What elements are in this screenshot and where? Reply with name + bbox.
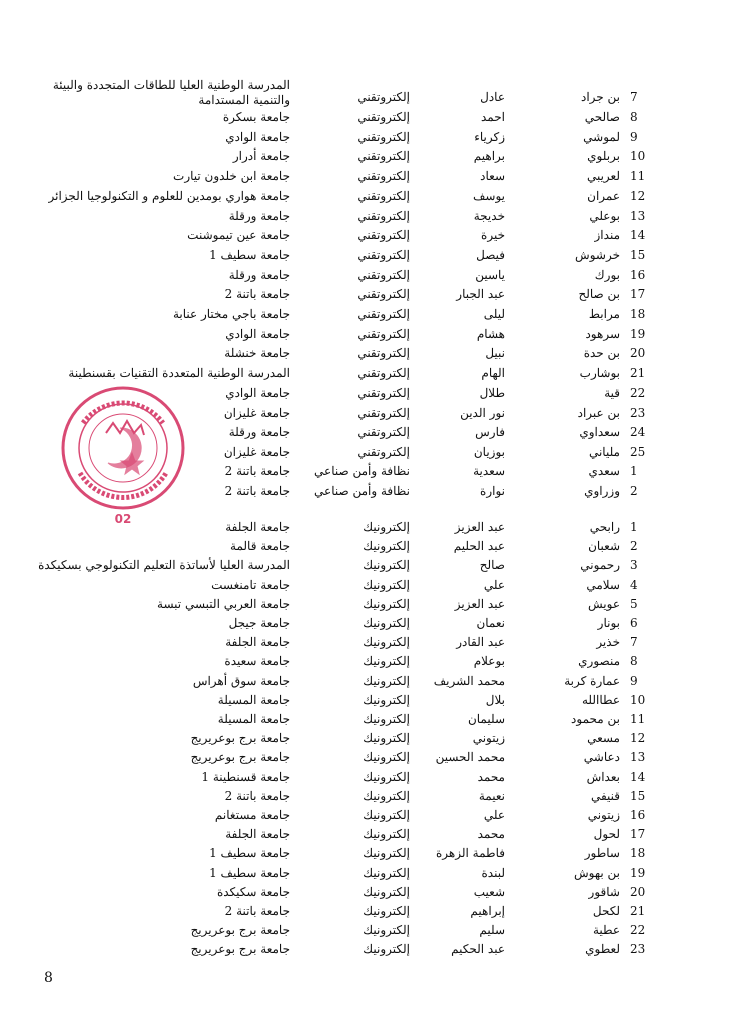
last-name: بوعلي: [589, 208, 620, 223]
list-item: [0, 128, 745, 146]
institution: جامعة سطيف 1: [209, 846, 290, 861]
institution: جامعة برج بوعريريج: [190, 731, 290, 746]
row-number: 8: [630, 654, 638, 669]
last-name: رابحي: [589, 520, 620, 534]
row-number: 9: [630, 673, 638, 688]
first-name: شعيب: [473, 884, 505, 899]
specialty: إلكتروتقني: [357, 90, 410, 104]
stamp-code: 02: [114, 512, 132, 526]
institution: جامعة برج بوعريريج: [190, 923, 290, 938]
row-number: 15: [630, 247, 646, 262]
first-name: عبد العزيز: [454, 596, 505, 611]
list-item: [0, 806, 745, 824]
first-name: ليلى: [483, 307, 505, 321]
row-number: 18: [630, 307, 646, 321]
last-name: بن صالح: [578, 287, 620, 302]
list-item: [0, 729, 745, 747]
first-name: فيصل: [476, 247, 505, 262]
first-name: سعدية: [473, 464, 505, 478]
specialty: إلكتروتقني: [357, 425, 410, 440]
first-name: خديجة: [473, 208, 505, 223]
page-number: 8: [44, 970, 53, 986]
institution: جامعة العربي التبسي تبسة: [157, 596, 290, 611]
row-number: 6: [630, 616, 638, 630]
specialty: إلكترونيك: [363, 769, 410, 784]
list-item: [0, 305, 745, 323]
first-name: طلال: [479, 385, 505, 400]
specialty: إلكترونيك: [363, 750, 410, 765]
first-name: زيتوني: [472, 731, 505, 746]
institution: جامعة سعيدة: [224, 654, 290, 669]
list-item: [0, 537, 745, 555]
row-number: 5: [630, 596, 638, 611]
last-name: عطية: [592, 923, 620, 938]
list-item: [0, 576, 745, 594]
last-name: مرابط: [588, 307, 620, 321]
specialty: إلكتروتقني: [357, 307, 410, 321]
list-item: [0, 768, 745, 786]
last-name: عمارة كربة: [564, 673, 620, 688]
first-name: صالح: [479, 558, 505, 573]
list-item: [0, 344, 745, 362]
institution: المدرسة الوطنية المتعددة التقنيات بقسنطينة: [68, 366, 290, 381]
row-number: 3: [630, 558, 638, 573]
institution: جامعة ورقلة: [228, 267, 290, 282]
first-name: براهيم: [473, 149, 505, 164]
first-name: سعاد: [480, 169, 505, 184]
last-name: لحول: [593, 827, 620, 842]
specialty: إلكترونيك: [363, 846, 410, 861]
last-name: بن حدة: [583, 346, 620, 361]
first-name: زكرياء: [474, 129, 505, 144]
list-item: [0, 672, 745, 690]
institution: جامعة عين تيموشنت: [187, 228, 290, 243]
last-name: سلامي: [586, 577, 620, 592]
row-number: 20: [630, 884, 646, 899]
list-item: [0, 207, 745, 225]
specialty: إلكترونيك: [363, 558, 410, 573]
specialty: إلكترونيك: [363, 539, 410, 554]
last-name: ملياني: [588, 444, 620, 459]
institution: جامعة ورقلة: [228, 208, 290, 223]
row-number: 2: [630, 483, 638, 498]
row-number: 15: [630, 788, 646, 803]
list-item: [0, 652, 745, 670]
specialty: إلكتروتقني: [357, 444, 410, 459]
specialty: إلكتروتقني: [357, 129, 410, 144]
institution: جامعة المسيلة: [217, 712, 290, 726]
institution: جامعة الجلفة: [225, 635, 290, 650]
specialty: إلكتروتقني: [357, 208, 410, 223]
last-name: لعطوي: [585, 942, 620, 957]
institution: جامعة غليزان: [223, 405, 290, 420]
specialty: إلكترونيك: [363, 654, 410, 669]
institution: جامعة سطيف 1: [209, 247, 290, 262]
specialty: إلكترونيك: [363, 884, 410, 899]
row-number: 2: [630, 539, 638, 554]
institution: جامعة الوادي: [225, 326, 290, 341]
row-number: 13: [630, 750, 646, 765]
list-item: [0, 108, 745, 126]
first-name: عادل: [480, 90, 505, 104]
institution: جامعة باتنة 2: [224, 287, 290, 302]
list-item: [0, 921, 745, 939]
row-number: 18: [630, 846, 646, 861]
specialty: إلكترونيك: [363, 827, 410, 842]
institution: جامعة الجلفة: [225, 827, 290, 842]
specialty: إلكترونيك: [363, 904, 410, 918]
specialty: إلكتروتقني: [357, 385, 410, 400]
institution: جامعة باتنة 2: [224, 904, 290, 918]
last-name: عويش: [588, 596, 620, 611]
last-name: صالحي: [584, 110, 620, 124]
specialty: إلكترونيك: [363, 673, 410, 688]
row-number: 23: [630, 405, 646, 420]
institution: جامعة الوادي: [225, 385, 290, 400]
first-name: محمد: [477, 827, 505, 842]
last-name: بوشارب: [579, 366, 620, 381]
last-name: لكحل: [592, 904, 620, 918]
row-number: 14: [630, 228, 646, 243]
specialty: إلكتروتقني: [357, 287, 410, 302]
row-number: 7: [630, 635, 638, 650]
list-item: [0, 633, 745, 651]
specialty: إلكترونيك: [363, 635, 410, 650]
specialty: إلكترونيك: [363, 520, 410, 534]
institution: جامعة سوق أهراس: [192, 673, 290, 688]
specialty: إلكترونيك: [363, 808, 410, 822]
specialty: إلكترونيك: [363, 788, 410, 803]
list-item: [0, 187, 745, 205]
list-item: [0, 78, 745, 112]
first-name: لبندة: [481, 865, 505, 880]
list-item: [0, 556, 745, 574]
row-number: 24: [630, 425, 646, 440]
first-name: نور الدين: [460, 405, 505, 420]
list-item: [0, 246, 745, 264]
institution: جامعة باتنة 2: [224, 464, 290, 478]
institution: المدرسة الوطنية العليا للطاقات المتجددة والبيئة والتنمية المستدامة: [52, 78, 290, 107]
specialty: إلكترونيك: [363, 577, 410, 592]
list-item: [0, 864, 745, 882]
row-number: 11: [630, 712, 646, 726]
specialty: إلكتروتقني: [357, 267, 410, 282]
first-name: نعيمة: [478, 788, 505, 803]
last-name: سعداوي: [579, 425, 620, 440]
last-name: لعريبي: [586, 169, 620, 184]
first-name: بوعلام: [473, 654, 505, 669]
row-number: 22: [630, 923, 646, 938]
institution: المدرسة العليا لأساتذة التعليم التكنولوجي بسكيكدة: [38, 558, 290, 573]
last-name: لموشي: [583, 129, 620, 144]
specialty: إلكترونيك: [363, 923, 410, 938]
institution: جامعة ابن خلدون تيارت: [173, 169, 290, 184]
institution: جامعة هواري بومدين للعلوم و التكنولوجيا الجزائر: [48, 188, 290, 203]
first-name: احمد: [481, 110, 505, 124]
row-number: 16: [630, 267, 646, 282]
list-item: [0, 595, 745, 613]
specialty: إلكتروتقني: [357, 228, 410, 243]
list-item: [0, 883, 745, 901]
row-number: 19: [630, 326, 646, 341]
institution: جامعة خنشلة: [224, 346, 290, 361]
row-number: 7: [630, 90, 638, 104]
specialty: إلكترونيك: [363, 731, 410, 746]
last-name: دعاشي: [583, 750, 620, 765]
last-name: رحموني: [580, 558, 620, 573]
last-name: بونار: [597, 616, 620, 630]
list-item: [0, 364, 745, 382]
row-number: 21: [630, 366, 646, 381]
institution: جامعة تامنغست: [211, 577, 290, 592]
specialty: إلكتروتقني: [357, 366, 410, 381]
list-item: [0, 902, 745, 920]
last-name: خذير: [596, 635, 620, 650]
institution: جامعة باتنة 2: [224, 788, 290, 803]
specialty: إلكترونيك: [363, 942, 410, 957]
specialty: إلكترونيك: [363, 692, 410, 707]
specialty: إلكتروتقني: [357, 247, 410, 262]
institution: جامعة ورقلة: [228, 425, 290, 440]
first-name: هشام: [476, 326, 505, 341]
list-item: [0, 710, 745, 728]
specialty: إلكترونيك: [363, 865, 410, 880]
row-number: 21: [630, 904, 646, 918]
official-stamp-icon: [58, 383, 188, 533]
last-name: بن عبراد: [577, 405, 620, 420]
last-name: قية: [604, 385, 620, 400]
first-name: نعمان: [476, 616, 505, 630]
last-name: زيتوني: [587, 808, 620, 822]
first-name: عبد الحليم: [453, 539, 505, 554]
list-item: [0, 614, 745, 632]
list-item: [0, 787, 745, 805]
specialty: إلكترونيك: [363, 596, 410, 611]
row-number: 17: [630, 287, 646, 302]
list-item: [0, 940, 745, 958]
row-number: 1: [630, 520, 638, 534]
last-name: بن محمود: [571, 712, 620, 726]
institution: جامعة مستغانم: [214, 808, 290, 822]
row-number: 9: [630, 129, 638, 144]
last-name: منصوري: [578, 654, 620, 669]
specialty: إلكترونيك: [363, 712, 410, 726]
first-name: فارس: [475, 425, 505, 440]
first-name: سليم: [479, 923, 505, 938]
last-name: بن جراد: [580, 90, 620, 104]
last-name: منداز: [594, 228, 620, 243]
specialty: نظافة وأمن صناعي: [314, 464, 410, 478]
specialty: إلكتروتقني: [357, 326, 410, 341]
first-name: محمد الشريف: [433, 673, 505, 688]
specialty: إلكتروتقني: [357, 346, 410, 361]
row-number: 12: [630, 731, 646, 746]
institution: جامعة سطيف 1: [209, 865, 290, 880]
institution: جامعة قسنطينة 1: [201, 769, 290, 784]
last-name: قنيفي: [590, 788, 620, 803]
first-name: إبراهيم: [470, 904, 505, 918]
row-number: 20: [630, 346, 646, 361]
specialty: إلكتروتقني: [357, 110, 410, 124]
specialty: إلكتروتقني: [357, 405, 410, 420]
last-name: بورك: [594, 267, 620, 282]
last-name: بربلوي: [587, 149, 620, 164]
row-number: 17: [630, 827, 646, 842]
institution: جامعة برج بوعريريج: [190, 750, 290, 765]
first-name: ياسين: [475, 267, 505, 282]
last-name: عطاالله: [581, 692, 620, 707]
last-name: مسعي: [587, 731, 620, 746]
first-name: خيرة: [481, 228, 505, 243]
first-name: نوارة: [480, 483, 505, 498]
row-number: 4: [630, 577, 638, 592]
row-number: 11: [630, 169, 646, 184]
last-name: خرشوش: [575, 247, 620, 262]
institution: جامعة برج بوعريريج: [190, 942, 290, 957]
institution: جامعة غليزان: [223, 444, 290, 459]
first-name: عبد الجبار: [456, 287, 505, 302]
row-number: 23: [630, 942, 646, 957]
row-number: 1: [630, 464, 638, 478]
institution: جامعة بسكرة: [222, 110, 290, 124]
last-name: ساطور: [584, 846, 620, 861]
row-number: 19: [630, 865, 646, 880]
first-name: فاطمة الزهرة: [436, 846, 505, 861]
list-item: [0, 844, 745, 862]
first-name: عبد الحكيم: [451, 942, 505, 957]
list-item: [0, 226, 745, 244]
first-name: يوسف: [472, 188, 505, 203]
first-name: محمد الحسين: [435, 750, 505, 765]
last-name: شاقور: [588, 884, 620, 899]
row-number: 14: [630, 769, 646, 784]
institution: جامعة باجي مختار عنابة: [172, 307, 290, 321]
list-item: [0, 285, 745, 303]
first-name: نبيل: [485, 346, 505, 361]
row-number: 8: [630, 110, 638, 124]
list-item: [0, 325, 745, 343]
first-name: علي: [483, 808, 505, 822]
row-number: 13: [630, 208, 646, 223]
list-item: [0, 167, 745, 185]
last-name: وزراوي: [584, 483, 620, 498]
specialty: إلكتروتقني: [357, 169, 410, 184]
institution: جامعة سكيكدة: [216, 884, 290, 899]
institution: جامعة الوادي: [225, 129, 290, 144]
first-name: عبد القادر: [456, 635, 505, 650]
last-name: عمران: [587, 188, 620, 203]
last-name: شعبان: [588, 539, 620, 554]
institution: جامعة أدرار: [232, 149, 290, 164]
last-name: سرهود: [585, 326, 620, 341]
list-item: [0, 691, 745, 709]
specialty: إلكتروتقني: [357, 149, 410, 164]
institution: جامعة قالمة: [230, 539, 290, 554]
institution: جامعة جيجل: [228, 616, 290, 630]
first-name: محمد: [477, 769, 505, 784]
row-number: 10: [630, 149, 646, 164]
list-item: [0, 147, 745, 165]
row-number: 16: [630, 808, 646, 822]
row-number: 22: [630, 385, 646, 400]
last-name: بعداش: [586, 769, 620, 784]
list-item: [0, 748, 745, 766]
first-name: الهام: [481, 366, 505, 381]
row-number: 10: [630, 692, 646, 707]
first-name: بوزيان: [473, 444, 505, 459]
list-item: [0, 266, 745, 284]
institution: جامعة الجلفة: [225, 520, 290, 534]
institution: جامعة باتنة 2: [224, 483, 290, 498]
specialty: إلكتروتقني: [357, 188, 410, 203]
row-number: 25: [630, 444, 646, 459]
first-name: سليمان: [467, 712, 505, 726]
last-name: سعدي: [588, 464, 620, 478]
first-name: عبد العزيز: [454, 520, 505, 534]
list-item: [0, 825, 745, 843]
specialty: إلكترونيك: [363, 616, 410, 630]
first-name: علي: [483, 577, 505, 592]
first-name: بلال: [485, 692, 505, 707]
row-number: 12: [630, 188, 646, 203]
specialty: نظافة وأمن صناعي: [314, 483, 410, 498]
institution: جامعة المسيلة: [217, 692, 290, 707]
last-name: بن بهوش: [573, 865, 620, 880]
